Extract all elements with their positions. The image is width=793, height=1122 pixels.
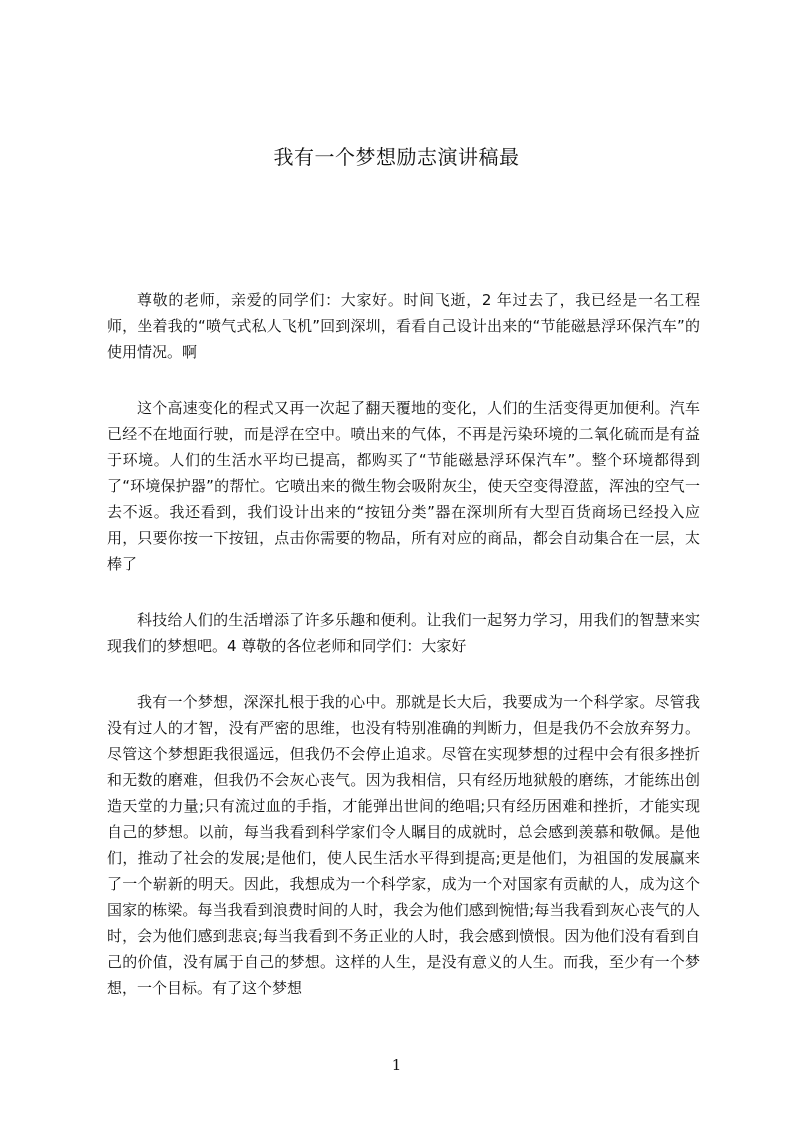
document-title: 我有一个梦想励志演讲稿最: [273, 145, 520, 169]
page-number: 1: [391, 1056, 402, 1074]
paragraph-4: 我有一个梦想，深深扎根于我的心中。那就是长大后，我要成为一个科学家。尽管我没有过人的才智，没有严密的思维，也没有特别准确的判断力，但是我仍不会放弃努力。尽管这个梦想距我很遥远，但我仍不会停止追求。尽管在实现梦想的过程中会有很多挫折和无数的磨难，但我仍不会灰心丧气。因为我相信，只有经历地狱般的磨练，才能练出创造天堂的力量;只有流过血的手指，才能弹出世间的绝唱;只有经历困难和挫折，才能实现自己的梦想。以前，每当我看到科学家们令人瞩目的成就时，总会感到羡慕和敬佩。是他们，推动了社会的发展;是他们，使人民生活水平得到提高;更是他们，为祖国的发展赢来了一个崭新的明天。因此，我想成为一个科学家，成为一个对国家有贡献的人，成为这个国家的栋梁。每当我看到浪费时间的人时，我会为他们感到惋惜;每当我看到灰心丧气的人时，会为他们感到悲哀;每当我看到不务正业的人时，我会感到愤恨。因为他们没有看到自己的价值，没有属于自己的梦想。这样的人生，是没有意义的人生。而我，至少有一个梦想，一个目标。有了这个梦想: [107, 693, 700, 997]
paragraph-2: 这个高速变化的程式又再一次起了翻天覆地的变化，人们的生活变得更加便利。汽车已经不在地面行驶，而是浮在空中。喷出来的气体，不再是污染环境的二氧化硫而是有益于环境。人们的生活水平均已提高，都购买了“节能磁悬浮环保汽车”。整个环境都得到了“环境保护器”的帮忙。它喷出来的微生物会吸附灰尘，使天空变得澄蓝，浑浊的空气一去不返。我还看到，我们设计出来的“按钮分类”器在深圳所有大型百货商场已经投入应用，只要你按一下按钮，点击你需要的物品，所有对应的商品，都会自动集合在一层，太棒了: [107, 399, 700, 573]
document-body: [107, 287, 700, 1031]
paragraph-1: 尊敬的老师，亲爱的同学们：大家好。时间飞逝，2 年过去了，我已经是一名工程师，坐着我的“喷气式私人飞机”回到深圳，看看自己设计出来的“节能磁悬浮环保汽车”的使用情况。啊: [107, 291, 700, 361]
paragraph-3: 科技给人们的生活增添了许多乐趣和便利。让我们一起努力学习，用我们的智慧来实现我们的梦想吧。4 尊敬的各位老师和同学们：大家好: [107, 611, 700, 655]
